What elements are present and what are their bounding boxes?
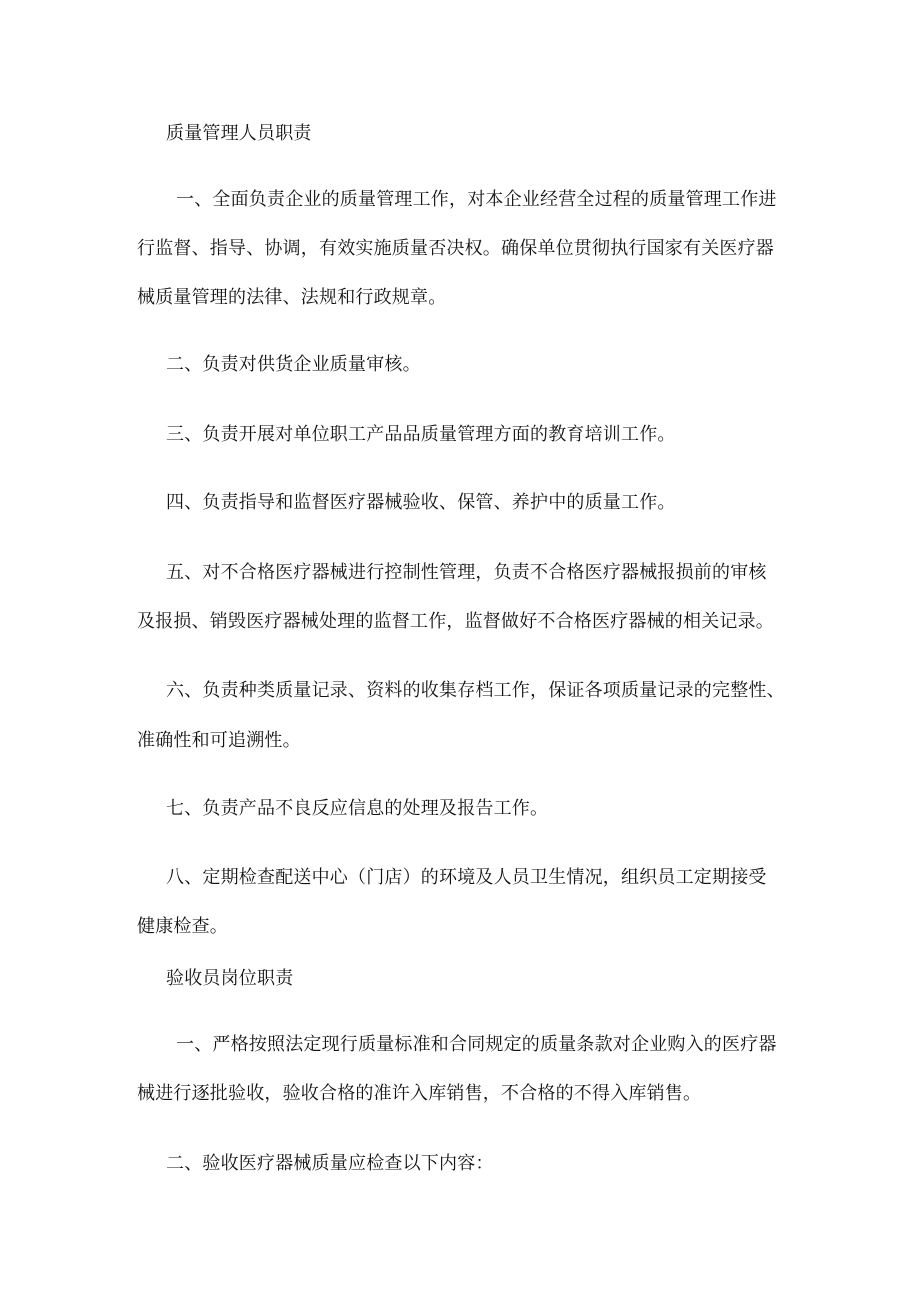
paragraph-line: 五、对不合格医疗器械进行控制性管理，负责不合格医疗器械报损前的审核 bbox=[166, 562, 767, 583]
paragraph-line: 八、定期检查配送中心（门店）的环境及人员卫生情况，组织员工定期接受 bbox=[166, 867, 767, 888]
paragraph-line: 三、负责开展对单位职工产品品质量管理方面的教育培训工作。 bbox=[166, 424, 676, 445]
paragraph-line: 准确性和可追溯性。 bbox=[137, 730, 301, 751]
section-title-quality-manager: 质量管理人员职责 bbox=[166, 123, 312, 144]
paragraph-line: 六、负责种类质量记录、资料的收集存档工作，保证各项质量记录的完整性、 bbox=[166, 680, 785, 701]
paragraph-line: 械质量管理的法律、法规和行政规章。 bbox=[137, 287, 447, 308]
paragraph-line: 二、验收医疗器械质量应检查以下内容： bbox=[166, 1153, 494, 1174]
paragraph-line: 健康检查。 bbox=[137, 916, 228, 937]
paragraph-line: 械进行逐批验收，验收合格的准许入库销售，不合格的不得入库销售。 bbox=[137, 1083, 702, 1104]
paragraph-line: 七、负责产品不良反应信息的处理及报告工作。 bbox=[166, 798, 549, 819]
paragraph-line: 及报损、销毁医疗器械处理的监督工作，监督做好不合格医疗器械的相关记录。 bbox=[137, 611, 774, 632]
paragraph-line: 四、负责指导和监督医疗器械验收、保管、养护中的质量工作。 bbox=[166, 492, 676, 513]
paragraph-line: 二、负责对供货企业质量审核。 bbox=[166, 354, 421, 375]
paragraph-line: 一、严格按照法定现行质量标准和合同规定的质量条款对企业购入的医疗器 bbox=[176, 1034, 777, 1055]
section-title-inspector: 验收员岗位职责 bbox=[166, 968, 294, 989]
paragraph-line: 行监督、指导、协调，有效实施质量否决权。确保单位贯彻执行国家有关医疗器 bbox=[137, 238, 774, 259]
paragraph-line: 一、全面负责企业的质量管理工作，对本企业经营全过程的质量管理工作进 bbox=[176, 189, 777, 210]
